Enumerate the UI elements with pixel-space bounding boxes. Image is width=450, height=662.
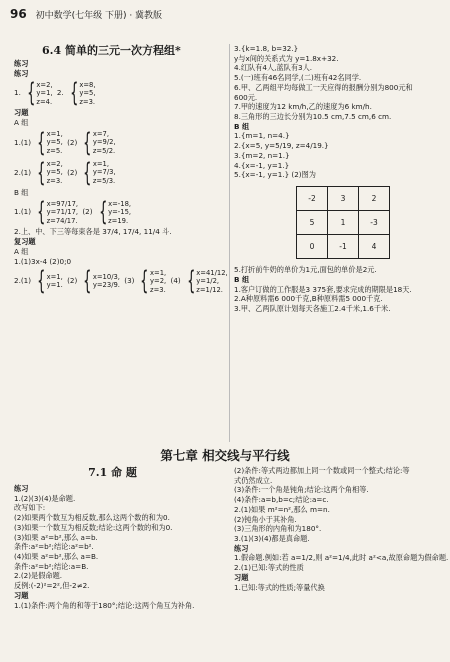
equation-system: { x=1, y=5, z=5. [37, 127, 63, 158]
text-line: 习题 [234, 572, 249, 582]
text-line: 1.{m=1, n=4.} [234, 131, 290, 141]
chapter-title: 第七章 相交线与平行线 [160, 448, 290, 463]
text-line: 3.{k=1.8, b=32.} [234, 44, 299, 53]
label-a-group: A 组 [14, 118, 29, 127]
right-column [234, 44, 440, 314]
text-line: 1.客户订做的工作服是3 375套,要求完成的期限是18天. [234, 284, 412, 294]
text-line: 式仍然成立. [234, 475, 273, 485]
text-line: 练习 [14, 484, 29, 493]
label-xiti: 习题 [14, 108, 29, 118]
text-line: 4.红队有4人,蓝队有3人. [234, 63, 313, 73]
magic-square-grid: -2 3 2 5 1 -3 0 -1 4 [296, 186, 390, 259]
text-line: 6.甲、乙两组平均每做工一天应得的报酬分别为800元和 [234, 82, 413, 92]
text-line: (3)条件:一个角是钝角;结论:这两个角相等. [234, 485, 369, 495]
text-line: B 组 [234, 121, 250, 131]
text-line: 3.甲、乙两队原计划每天各施工2.4千米,1.6千米. [234, 303, 391, 313]
text-line: (4)条件:a=b,b=c;结论:a=c. [234, 495, 329, 505]
equation-system: { x=2, y=1, z=4. [26, 78, 53, 109]
text-line: 改写如下: [14, 503, 46, 513]
answer-row: 1. { x=2, y=1, z=4. 2. { x=8, y=5, z=3. [14, 78, 96, 109]
answer-row: 1.(1) { x=97/17, y=71/17, z=74/17. (2) { x=-18, y=-15, z=19. [14, 197, 132, 228]
text-line: 条件:a²=b²;结论:a=B. [14, 561, 89, 571]
text-line: y与x间的关系式为 y=1.8x+32. [234, 53, 339, 63]
bottom-right-column [234, 466, 449, 592]
section-title-7-1: 7.1 命 题 [88, 466, 137, 479]
section-title: 6.4 简单的三元一次方程组* [42, 44, 181, 57]
text-line: 2.(1)已知:等式的性质 [234, 563, 304, 573]
text-line: 2.(1)如果 m²=n²,那么 m=n. [234, 504, 330, 514]
equation-system: { x=-18, y=-15, z=19. [98, 197, 132, 228]
text-line: 习题 [14, 590, 29, 600]
text-line: 5.{x=-1, y=1.} (2)图为 [234, 170, 316, 180]
text-line: 练习 [234, 543, 249, 553]
answer-row: 2.(1) { x=2, y=5, z=3. (2) { x=1, y=7/3, z=5/3. [14, 157, 116, 188]
column-divider [229, 44, 230, 442]
equation-system: { x=97/17, y=71/17, z=74/17. [37, 197, 79, 228]
equation-system: { x=7, y=9/2, z=5/2. [83, 127, 116, 158]
text-line: 5.(一)班有46名同学,(二)班有42名同学. [234, 73, 362, 83]
equation-system: { x=8, y=5, z=3. [69, 78, 96, 109]
page-header [10, 6, 162, 22]
text-line: 1.已知:等式的性质;等量代换 [234, 582, 325, 592]
text-line: 1.(1)条件:两个角的和等于180°;结论:这两个角互为补角. [14, 600, 195, 610]
label-lianxi: 练习 [14, 58, 29, 68]
label-review: 复习题 [14, 237, 36, 247]
label-b-group: B 组 [14, 187, 29, 197]
text-line: 5.打折前牛奶的单价为1元,面包的单价是2元. [234, 265, 377, 275]
book-title: 初中数学(七年级 下册) · 冀教版 [35, 11, 163, 21]
text-line: (4)如果 a²=b²,那么 a=B. [14, 552, 99, 562]
left-column [14, 44, 228, 297]
text-line: 7.甲的速度为12 km/h,乙的速度为6 km/h. [234, 102, 372, 112]
answer-row: 1.(1) { x=1, y=5, z=5. (2) { x=7, y=9/2, z=5/2. [14, 127, 116, 158]
text-line: 8.三角形的三边长分别为10.5 cm,7.5 cm,6 cm. [234, 112, 392, 122]
right-lines-2 [234, 265, 440, 314]
answer-line: 1.(1)3x-4 (2)0;0 [14, 256, 72, 266]
equation-system: { x=41/12, y=1/2, z=1/12. [186, 266, 228, 297]
text-line: 2.A种原料需6 000千克,B种原料需5 000千克. [234, 294, 383, 304]
equation-system: { x=2, y=5, z=3. [37, 157, 63, 188]
answer-row: 2.(1) { x=1, y=1. (2) { x=10/3, y=23/9. (3) { x=1, y=2, z=3. (4) { x=41/12, y=1/2, z=1/12. [14, 266, 228, 297]
text-line: (3)如果一个数互为相反数;结论:这两个数的和为0. [14, 522, 173, 532]
text-line: (2)钝角小于其补角. [234, 514, 297, 524]
text-line: 条件:a²=b²;结论:a²=b². [14, 542, 94, 552]
text-line: 2.(2)是假命题. [14, 571, 63, 581]
text-line: (2)如果两个数互为相反数,那么这两个数的和为0. [14, 513, 170, 523]
equation-system: { x=1, y=2, z=3. [140, 266, 167, 297]
answer-line: 2.上、中、下三等每束各是 37/4, 17/4, 11/4 斗. [14, 227, 172, 237]
right-lines [234, 44, 440, 180]
text-line: 3.{m=2, n=1.} [234, 150, 290, 160]
label-lianxi-2: 练习 [14, 68, 29, 78]
text-line: (2)条件:等式两边都加上同一个数或同一个整式;结论:等 [234, 466, 410, 475]
text-line: 3.(1)(3)(4)都是真命题. [234, 534, 310, 544]
text-line: 反例:(-2)²=2²,但-2≠2. [14, 581, 90, 591]
text-line: 1.假命题.例如:若 a=1/2,则 a²=1/4,此时 a²<a,故原命题为假命题. [234, 553, 449, 563]
equation-system: { x=1, y=7/3, z=5/3. [83, 157, 116, 188]
equation-system: { x=10/3, y=23/9. [83, 266, 120, 297]
text-line: (3)如果 a²=b²,那么 a=b. [14, 532, 98, 542]
text-line: 1.(2)(3)(4)是命题. [14, 493, 76, 503]
text-line: B 组 [234, 274, 250, 284]
text-line: 4.{x=-1, y=1.} [234, 160, 290, 170]
equation-system: { x=1, y=1. [37, 266, 63, 297]
bottom-left-column [14, 484, 226, 610]
text-line: (3)三角形的内角和为180°. [234, 524, 322, 534]
text-line: 600元. [234, 92, 258, 102]
label-review-a: A 组 [14, 246, 29, 256]
page-number: 96 [10, 7, 27, 21]
text-line: 2.{x=5, y=5/19, z=4/19.} [234, 141, 329, 151]
